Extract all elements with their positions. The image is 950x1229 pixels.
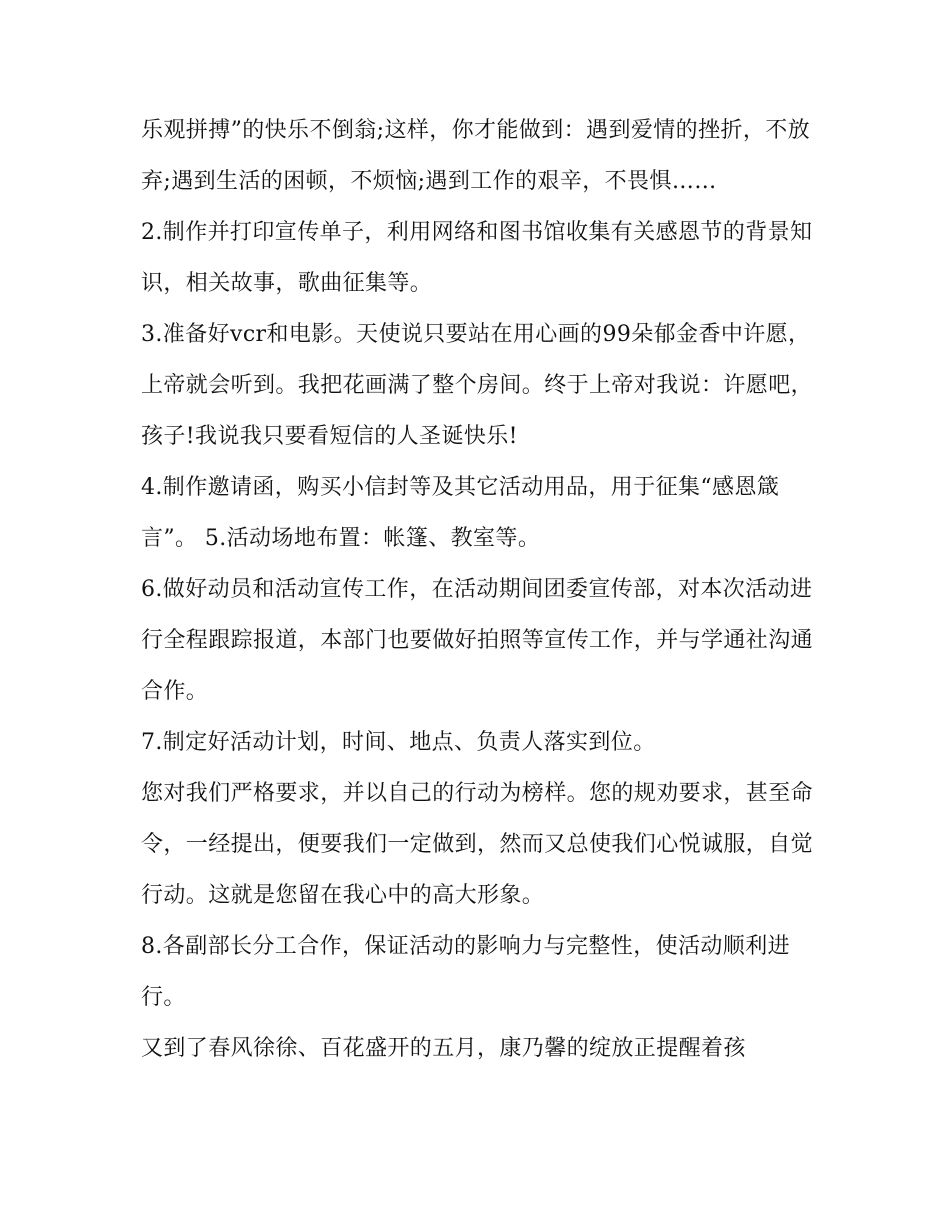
paragraph-item-7: 7.制定好活动计划，时间、地点、负责人落实到位。 bbox=[141, 730, 656, 755]
document-body bbox=[141, 105, 821, 1074]
paragraph-item-2: 2.制作并打印宣传单子，利用网络和图书馆收集有关感恩节的背景知识，相关故事，歌曲征集等。 bbox=[141, 220, 813, 296]
paragraph-may-opening: 又到了春风徐徐、百花盛开的五月，康乃馨的绽放正提醒着孩 bbox=[141, 1036, 746, 1061]
paragraph-teacher-image: 您对我们严格要求，并以自己的行动为榜样。您的规劝要求，甚至命令，一经提出，便要我们一定做到，然而又总使我们心悦诚服，自觉行动。这就是您留在我心中的高大形象。 bbox=[141, 781, 814, 908]
paragraph-item-4-5: 4.制作邀请函，购买小信封等及其它活动用品，用于征集“感恩箴言”。 5.活动场地布置：帐篷、教室等。 bbox=[141, 475, 780, 551]
paragraph-intro-continuation: 乐观拼搏”的快乐不倒翁;这样，你才能做到：遇到爱情的挫折，不放弃;遇到生活的困顿，不烦恼;遇到工作的艰辛，不畏惧…… bbox=[141, 118, 811, 194]
paragraph-item-6: 6.做好动员和活动宣传工作，在活动期间团委宣传部，对本次活动进行全程跟踪报道，本部门也要做好拍照等宣传工作，并与学通社沟通合作。 bbox=[141, 577, 814, 704]
paragraph-item-8: 8.各副部长分工合作，保证活动的影响力与完整性，使活动顺利进行。 bbox=[141, 934, 790, 1010]
paragraph-item-3: 3.准备好vcr和电影。天使说只要站在用心画的99朵郁金香中许愿，上帝就会听到。我把花画满了整个房间。终于上帝对我说：许愿吧，孩子!我说我只要看短信的人圣诞快乐! bbox=[141, 322, 814, 449]
